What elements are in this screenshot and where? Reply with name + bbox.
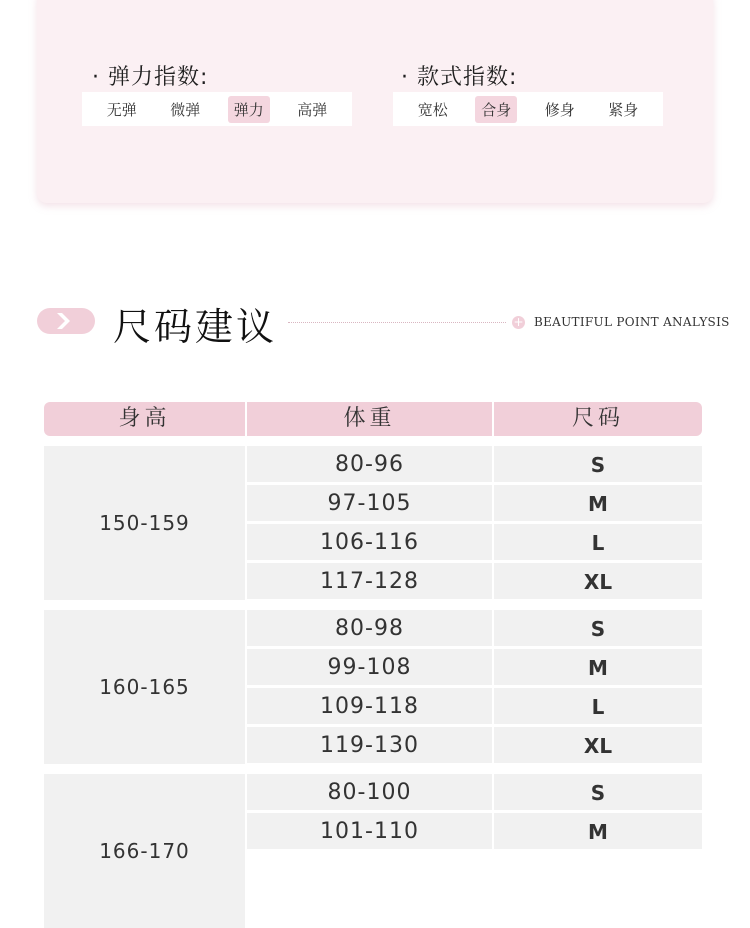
table-row [247,610,702,646]
section-subtitle: BEAUTIFUL POINT ANALYSIS [534,315,730,329]
fit-option-0: 宽松 [417,100,448,119]
size-cell: M [494,649,702,685]
table-row [247,524,702,560]
fit-title: · 款式指数: [401,65,518,90]
table-group [44,610,702,764]
table-group [44,774,702,863]
table-row [247,649,702,685]
table-row [247,563,702,599]
height-cell: 160-165 [44,610,245,764]
size-cell: XL [494,563,702,599]
size-cell: S [494,774,702,810]
table-row [247,774,702,810]
elasticity-option-3: 高弹 [297,100,328,119]
header-height: 身高 [44,402,245,436]
elasticity-option-0: 无弹 [106,100,137,119]
table-row [247,688,702,724]
size-cell: M [494,813,702,849]
elasticity-option-1: 微弹 [170,100,201,119]
weight-cell: 99-108 [247,649,492,685]
size-cell: XL [494,727,702,763]
fit-option-3: 紧身 [608,100,639,119]
section-pill [37,308,95,334]
elasticity-scale [82,92,352,126]
height-cell: 166-170 [44,774,245,928]
plus-icon: + [513,315,524,329]
weight-cell: 109-118 [247,688,492,724]
chevron-right-icon [55,312,77,330]
weight-cell: 80-100 [247,774,492,810]
weight-cell: 101-110 [247,813,492,849]
header-weight: 体重 [247,402,492,436]
height-cell: 150-159 [44,446,245,600]
weight-cell: 117-128 [247,563,492,599]
weight-cell: 106-116 [247,524,492,560]
size-cell: M [494,485,702,521]
divider [288,322,506,323]
table-row [247,727,702,763]
weight-cell: 80-96 [247,446,492,482]
table-group [44,446,702,600]
table-header [44,402,702,436]
fit-title-text: 款式指数: [417,65,518,90]
size-cell: L [494,688,702,724]
table-row [247,446,702,482]
weight-cell: 80-98 [247,610,492,646]
table-row [247,485,702,521]
fit-scale [393,92,663,126]
section-title: 尺码建议 [113,305,278,349]
elasticity-option-2: 弹力 [228,96,270,123]
header-size: 尺码 [494,402,702,436]
elasticity-title-text: 弹力指数: [108,65,209,90]
elasticity-title: · 弹力指数: [92,65,209,90]
table-row [247,813,702,849]
weight-cell: 119-130 [247,727,492,763]
size-cell: S [494,446,702,482]
weight-cell: 97-105 [247,485,492,521]
size-cell: L [494,524,702,560]
fit-option-2: 修身 [544,100,575,119]
size-cell: S [494,610,702,646]
fit-option-1: 合身 [475,96,517,123]
index-panel [37,0,713,203]
